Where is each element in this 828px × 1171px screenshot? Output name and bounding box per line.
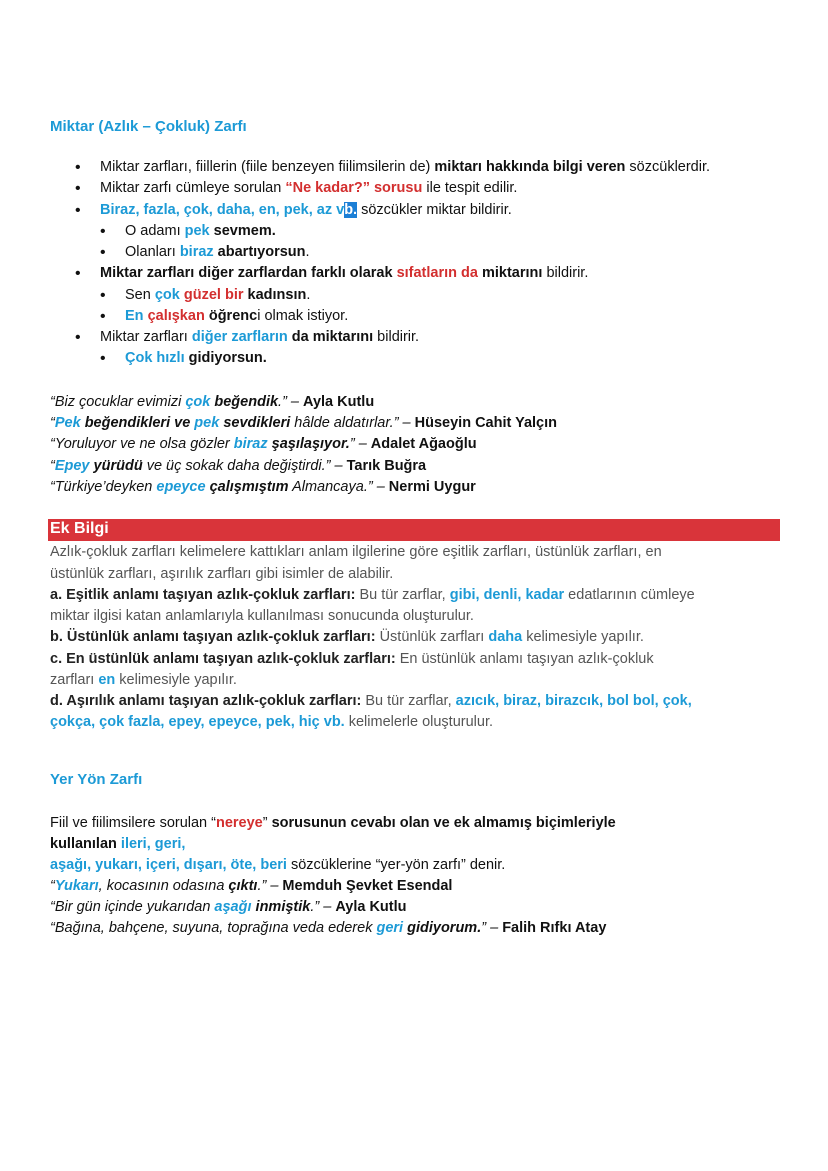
- text-red: “Ne kadar?” sorusu: [285, 180, 423, 196]
- text: ve üç sokak daha değiştirdi.” –: [142, 458, 347, 474]
- text-bold: çalışmıştım: [209, 479, 289, 495]
- text-bold: sevmem.: [209, 223, 276, 239]
- sub-bullet-4a: [125, 285, 310, 306]
- bullet-2: [100, 178, 517, 199]
- text-bold: Miktar zarfları diğer zarflardan farklı olarak: [100, 265, 397, 281]
- text: hâlde aldatırlar.” –: [290, 415, 415, 431]
- ek-bilgi-banner: [48, 519, 780, 541]
- text: Üstünlük zarfları: [375, 629, 489, 645]
- ek-item-a-2: miktar ilgisi katan anlamlarıyla kullanılması sonucunda oluşturulur.: [50, 608, 474, 624]
- text-blue: Epey: [54, 458, 90, 474]
- text: “Yoruluyor ve ne olsa gözler: [50, 436, 234, 452]
- text-bold: da miktarını: [287, 329, 374, 345]
- text-blue: çokça, çok fazla, epey, epeyce, pek, hiç vb.: [50, 714, 345, 730]
- text-blue: geri: [376, 920, 404, 936]
- author: Memduh Şevket Esendal: [282, 878, 453, 894]
- sub-bullet-5a: [125, 348, 267, 369]
- text-bold: öğrenc: [208, 308, 258, 324]
- text-blue: Biraz, fazla, çok, daha, en, pek, az v: [100, 202, 345, 218]
- text-blue: pek: [184, 223, 210, 239]
- text: Bu tür zarflar,: [361, 693, 456, 709]
- author: Adalet Ağaoğlu: [370, 436, 477, 452]
- ek-paragraph-1: Azlık-çokluk zarfları kelimelere kattıkları anlam ilgilerine göre eşitlik zarfları, üstünlük zarfları, en: [50, 544, 662, 560]
- ek-item-b: [50, 629, 644, 645]
- text: ” –: [481, 920, 503, 936]
- text: .” –: [257, 878, 283, 894]
- item-heading: d. Aşırılık anlamı taşıyan azlık-çokluk zarfları:: [50, 693, 362, 709]
- text-bold: miktarını: [477, 265, 543, 281]
- text-red: sıfatların da: [396, 265, 478, 281]
- text: “Bağına, bahçene, suyuna, toprağına veda ederek: [50, 920, 377, 936]
- text-bold: sorusunun cevabı olan ve ek almamış biçimleriyle: [271, 815, 616, 831]
- text: sözcüklerine “yer-yön zarfı” denir.: [286, 857, 506, 873]
- text-blue: pek: [194, 415, 220, 431]
- ek-bilgi-title: Ek Bilgi: [50, 520, 109, 537]
- text: “: [50, 458, 55, 474]
- yer-quote-1: [50, 878, 452, 894]
- text: .” –: [310, 899, 336, 915]
- text: zarfları: [50, 672, 99, 688]
- text: kelimesiyle yapılır.: [522, 629, 644, 645]
- sub-bullet-3a: [125, 221, 276, 242]
- text-bold: gidiyorsun.: [188, 350, 267, 366]
- text: Miktar zarfı cümleye sorulan: [100, 180, 286, 196]
- text: i olmak istiyor.: [257, 308, 349, 324]
- text-blue: azıcık, biraz, birazcık, bol bol, çok,: [455, 693, 692, 709]
- quote-3: [50, 436, 477, 452]
- text: Olanları: [125, 244, 180, 260]
- author: Ayla Kutlu: [335, 899, 407, 915]
- item-heading: c. En üstünlük anlamı taşıyan azlık-çokluk zarfları:: [50, 651, 396, 667]
- text-bold: miktarı hakkında bilgi veren: [434, 159, 626, 175]
- text: “: [50, 415, 55, 431]
- quote-4: [50, 458, 426, 474]
- text-blue: biraz: [233, 436, 268, 452]
- text: Miktar zarfları: [100, 329, 192, 345]
- text-bold: sevdikleri: [223, 415, 291, 431]
- text: .” –: [278, 394, 304, 410]
- text-bold: yürüdü: [93, 458, 143, 474]
- text: “Türkiye’deyken: [50, 479, 157, 495]
- quote-1: [50, 394, 374, 410]
- ek-item-d: [50, 693, 692, 709]
- yer-line-1: [50, 815, 616, 831]
- text: bildirir.: [542, 265, 589, 281]
- text-blue: Yukarı: [54, 878, 99, 894]
- ek-item-a: [50, 587, 695, 603]
- text: kelimesiyle yapılır.: [115, 672, 237, 688]
- author: Hüseyin Cahit Yalçın: [414, 415, 558, 431]
- text: “Bir gün içinde yukarıdan: [50, 899, 215, 915]
- text-red: güzel bir: [183, 287, 244, 303]
- text-bold: kullanılan: [50, 836, 121, 852]
- bullet-1: [100, 157, 710, 178]
- section-title-yer-yon: Yer Yön Zarfı: [50, 771, 143, 788]
- text-bold: şaşılaşıyor.: [271, 436, 350, 452]
- ek-item-c-2: [50, 672, 237, 688]
- text: .: [306, 287, 311, 303]
- bullet-4: [100, 263, 588, 284]
- text-blue: Pek: [54, 415, 81, 431]
- text-red: nereye: [215, 815, 263, 831]
- text-bold: beğendik: [214, 394, 279, 410]
- text: bildirir.: [373, 329, 420, 345]
- text: ile tespit edilir.: [422, 180, 518, 196]
- author: Falih Rıfkı Atay: [502, 920, 607, 936]
- section-title-miktar: Miktar (Azlık – Çokluk) Zarfı: [50, 118, 247, 135]
- text-blue: en: [98, 672, 116, 688]
- text-blue: aşağı, yukarı, içeri, dışarı, öte, beri: [50, 857, 287, 873]
- text: “: [50, 878, 55, 894]
- text: ”: [262, 815, 272, 831]
- text: Bu tür zarflar,: [355, 587, 450, 603]
- author: Nermi Uygur: [388, 479, 476, 495]
- yer-quote-2: [50, 899, 407, 915]
- text-bold: gidiyorum.: [407, 920, 482, 936]
- text: sözcüklerdir.: [625, 159, 711, 175]
- item-heading: a. Eşitlik anlamı taşıyan azlık-çokluk zarfları:: [50, 587, 356, 603]
- quote-5: [50, 479, 476, 495]
- text: kelimelerle oluşturulur.: [344, 714, 494, 730]
- text-highlight: b.: [344, 202, 358, 218]
- text-blue: daha: [488, 629, 523, 645]
- sub-bullet-3b: [125, 242, 310, 263]
- text: En üstünlük anlamı taşıyan azlık-çokluk: [395, 651, 654, 667]
- text-blue: ileri, geri,: [120, 836, 186, 852]
- author: Ayla Kutlu: [303, 394, 375, 410]
- ek-item-c: [50, 651, 654, 667]
- text-bold: beğendikleri ve: [84, 415, 195, 431]
- text-blue: En: [125, 308, 144, 324]
- text: .: [305, 244, 310, 260]
- ek-paragraph-2: üstünlük zarfları, aşırılık zarfları gibi isimler de alabilir.: [50, 566, 394, 582]
- text: ” –: [349, 436, 371, 452]
- text: edatlarının cümleye: [564, 587, 695, 603]
- text: Miktar zarfları, fiillerin (fiile benzeyen fiilimsilerin de): [100, 159, 435, 175]
- text-bold: kadınsın: [247, 287, 307, 303]
- text: , kocasının odasına: [98, 878, 229, 894]
- text-blue: epeyce: [156, 479, 206, 495]
- yer-line-2: [50, 836, 185, 852]
- bullet-5: [100, 327, 419, 348]
- text-bold: çıktı: [228, 878, 258, 894]
- text-blue: biraz: [179, 244, 214, 260]
- text-blue: aşağı: [214, 899, 252, 915]
- text: O adamı: [125, 223, 185, 239]
- text: “Biz çocuklar evimizi: [50, 394, 186, 410]
- text-red: çalışkan: [147, 308, 205, 324]
- item-heading: b. Üstünlük anlamı taşıyan azlık-çokluk zarfları:: [50, 629, 376, 645]
- text-blue: diğer zarfların: [191, 329, 288, 345]
- author: Tarık Buğra: [346, 458, 427, 474]
- text: Almancaya.” –: [288, 479, 389, 495]
- yer-line-3: [50, 857, 505, 873]
- yer-quote-3: [50, 920, 606, 936]
- text-blue: çok: [154, 287, 180, 303]
- text: sözcükler miktar bildirir.: [357, 202, 512, 218]
- ek-item-d-2: [50, 714, 493, 730]
- text-bold: inmiştik: [255, 899, 311, 915]
- text-blue: Çok hızlı: [125, 350, 185, 366]
- text: Sen: [125, 287, 155, 303]
- text-blue: çok: [185, 394, 211, 410]
- text-bold: abartıyorsun: [213, 244, 306, 260]
- quote-2: [50, 415, 557, 431]
- text: Fiil ve fiilimsilere sorulan “: [50, 815, 216, 831]
- sub-bullet-4b: [125, 306, 348, 327]
- bullet-3: [100, 200, 512, 221]
- text-blue: gibi, denli, kadar: [449, 587, 565, 603]
